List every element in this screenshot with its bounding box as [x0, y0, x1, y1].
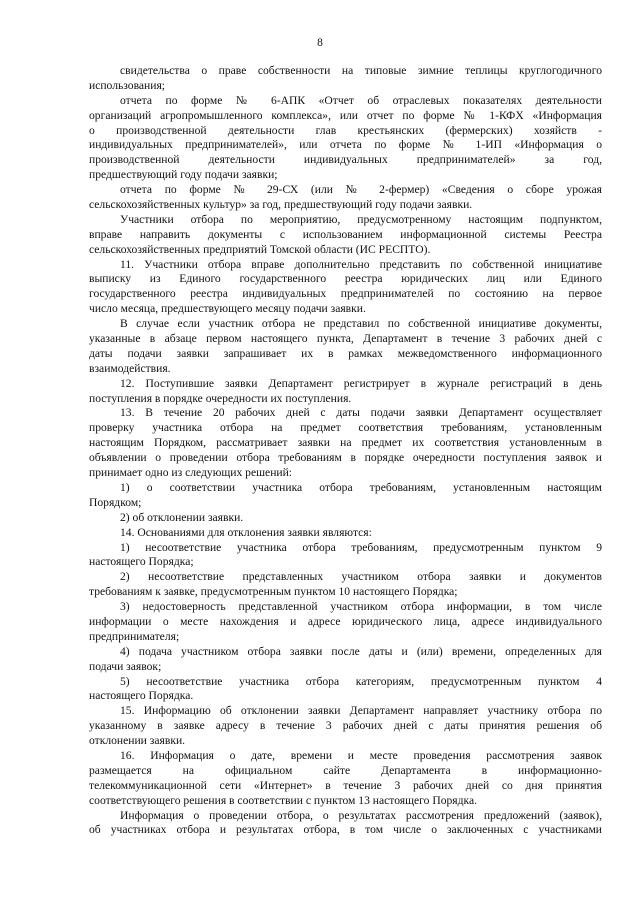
text-line: свидетельства о праве собственности на типовые зимние теплицы круглогодичного [120, 64, 602, 77]
text-line: даты подачи заявки запрашивает их в рамках межведомственного информационного [89, 346, 602, 360]
text-line: объявлении о проведении отбора требованиям в порядке очередности поступления заявок и [89, 451, 602, 465]
text-line: индивидуальных предпринимателей», или отчета по форме № 1-ИП «Информация о [89, 138, 602, 152]
text-line: 11. Участники отбора вправе дополнительно представить по собственной инициативе [120, 257, 602, 271]
text-line: использования; [89, 78, 166, 92]
page-number: 8 [317, 37, 323, 49]
text-line: настоящим Порядком, рассматривает заявки на предмет их соответствия установленным в [89, 436, 602, 450]
text-line: Информация о проведении отбора, о результатах рассмотрения предложений (заявок), [120, 808, 602, 822]
text-line: соответствующего решения в соответствии с пунктом 13 настоящего Порядка. [89, 793, 478, 807]
text-line: об участниках отбора и результатах отбора, в том числе о заключенных с участниками [89, 823, 602, 837]
document-body [89, 64, 602, 838]
text-line: поступления в порядке очередности их поступления. [89, 391, 352, 405]
text-line: 15. Информацию об отклонении заявки Департамент направляет участнику отбора по [120, 704, 602, 718]
text-line: проверку участника отбора на предмет соответствия требованиям, установленным [89, 421, 602, 435]
text-line: требованиям к заявке, предусмотренным пунктом 10 настоящего Порядка; [89, 585, 458, 599]
text-line: 12. Поступившие заявки Департамент регистрирует в журнале регистраций в день [120, 376, 602, 390]
text-line: телекоммуникационной сети «Интернет» в течение 3 рабочих дней со дня принятия [89, 778, 602, 792]
text-line: взаимодействия. [89, 361, 171, 375]
text-line: предпринимателя; [89, 629, 180, 643]
text-line: указанному в заявке адресу в течение 3 рабочих дней с даты принятия решения об [89, 719, 602, 733]
text-line: 1) несоответствие участника отбора требованиям, предусмотренным пунктом 9 [120, 540, 602, 554]
text-line: настоящего Порядка; [89, 555, 194, 569]
text-line: размещается на официальном сайте Департамента в информационно- [89, 763, 602, 777]
text-line: отклонении заявки. [89, 734, 186, 748]
text-line: государственного реестра индивидуальных предпринимателей по состоянию на первое [89, 287, 602, 301]
text-line: принимает одно из следующих решений: [89, 466, 293, 480]
text-line: 2) несоответствие представленных участником отбора заявки и документов [120, 570, 602, 584]
text-line: указанные в абзаце первом настоящего пункта, Департамент в течение 3 рабочих дней с [89, 332, 602, 346]
text-line: сельскохозяйственных культур» за год, предшествующий году подачи заявки. [89, 198, 473, 212]
text-line: 3) недостоверность представленной участником отбора информации, в том числе [120, 600, 602, 614]
text-line: информации о месте нахождения и адресе юридического лица, адресе индивидуального [89, 614, 602, 628]
text-line: В случае если участник отбора не представил по собственной инициативе документы, [120, 317, 602, 331]
text-line: 5) несоответствие участника отбора категориям, предусмотренным пунктом 4 [120, 674, 602, 688]
text-line: отчета по форме № 6-АПК «Отчет об отраслевых показателях деятельности [120, 93, 602, 107]
text-line: производственной деятельности индивидуальных предпринимателей» за год, [89, 153, 602, 167]
text-line: 14. Основаниями для отклонения заявки являются: [120, 525, 372, 539]
text-line: подачи заявок; [89, 659, 162, 673]
text-line: вправе направить документы с использованием информационной системы Реестра [89, 227, 602, 241]
text-line: 1) о соответствии участника отбора требованиям, установленным настоящим [120, 480, 602, 494]
text-line: 2) об отклонении заявки. [120, 510, 244, 524]
text-line: выписку из Единого государственного реестра юридических лиц или Единого [89, 272, 602, 286]
text-line: 13. В течение 20 рабочих дней с даты подачи заявки Департамент осуществляет [120, 406, 602, 420]
text-line: сельскохозяйственных предприятий Томской области (ИС РЕСПТО). [89, 242, 431, 256]
text-line: Участники отбора по мероприятию, предусмотренному настоящим подпунктом, [120, 212, 602, 226]
text-line: о производственной деятельности глав крестьянских (фермерских) хозяйств - [89, 123, 602, 137]
text-line: отчета по форме № 29-СХ (или № 2-фермер) «Сведения о сборе урожая [120, 183, 602, 197]
text-line: 16. Информация о дате, времени и месте проведения рассмотрения заявок [120, 748, 602, 762]
text-line: организаций агропромышленного комплекса», или отчет по форме № 1-КФХ «Информация [89, 108, 602, 122]
text-line: число месяца, предшествующего месяцу подачи заявки. [89, 302, 366, 316]
text-line: предшествующий году подачи заявки; [89, 168, 278, 182]
text-line: Порядком; [89, 495, 142, 509]
text-line: 4) подача участником отбора заявки после даты и (или) времени, определенных для [120, 644, 602, 658]
text-line: настоящего Порядка. [89, 689, 194, 703]
